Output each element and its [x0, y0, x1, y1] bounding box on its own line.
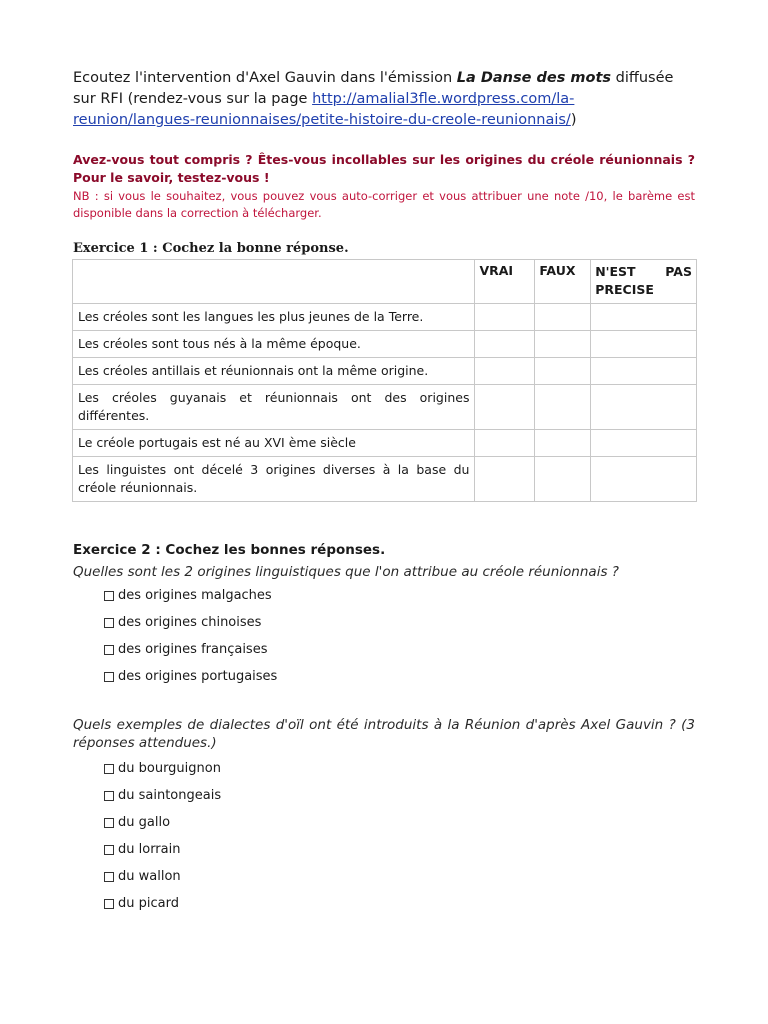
intro-text-1: Ecoutez l'intervention d'Axel Gauvin dans l'émission — [73, 70, 457, 86]
exercise2-title: Exercice 2 : Cochez les bonnes réponses. — [73, 542, 386, 558]
answer-cell-faux[interactable] — [535, 304, 591, 331]
exercise1-table — [72, 259, 697, 502]
answer-cell-vrai[interactable] — [475, 331, 535, 358]
answer-cell-faux[interactable] — [535, 358, 591, 385]
answer-cell-faux[interactable] — [535, 457, 591, 502]
checkbox-option[interactable] — [104, 788, 221, 803]
option-label: des origines portugaises — [118, 669, 278, 684]
table-row — [73, 457, 697, 502]
show-title: La Danse des mots — [456, 70, 612, 86]
checkbox-option[interactable] — [104, 869, 181, 884]
answer-cell-nep[interactable] — [591, 358, 697, 385]
exercise1-title: Exercice 1 : Cochez la bonne réponse. — [73, 241, 349, 256]
intro-text-2: diffusée sur RFI (rendez-vous sur la page — [73, 70, 674, 107]
header-nep-word1: N'EST — [595, 264, 636, 279]
table-row — [73, 304, 697, 331]
question-1: Quelles sont les 2 origines linguistiques que l'on attribue au créole réunionnais ? — [73, 564, 619, 580]
checkbox-option[interactable] — [104, 588, 272, 603]
table-row — [73, 430, 697, 457]
checkbox-icon[interactable] — [104, 618, 114, 628]
question-2: Quels exemples de dialectes d'oïl ont été introduits à la Réunion d'après Axel Gauvin ? (3 réponses attendues.) — [73, 717, 695, 751]
answer-cell-faux[interactable] — [535, 430, 591, 457]
statement-cell: Les créoles antillais et réunionnais ont la même origine. — [73, 358, 475, 385]
answer-cell-faux[interactable] — [535, 331, 591, 358]
header-vrai: VRAI — [475, 260, 535, 304]
statement-cell: Le créole portugais est né au XVI ème siècle — [73, 430, 475, 457]
option-label: du bourguignon — [118, 761, 221, 776]
option-label: du gallo — [118, 815, 171, 830]
answer-cell-vrai[interactable] — [475, 358, 535, 385]
answer-cell-nep[interactable] — [591, 304, 697, 331]
intro-text-3: ) — [570, 112, 577, 128]
checkbox-option[interactable] — [104, 896, 179, 911]
nb-note: NB : si vous le souhaitez, vous pouvez vous auto-corriger et vous attribuer une note /10, le barème est disponible dans la correction à télécharger. — [73, 189, 695, 220]
statement-cell: Les créoles guyanais et réunionnais ont des origines différentes. — [73, 385, 475, 430]
answer-cell-nep[interactable] — [591, 331, 697, 358]
checkbox-icon[interactable] — [104, 764, 114, 774]
answer-cell-nep[interactable] — [591, 457, 697, 502]
answer-cell-vrai[interactable] — [475, 430, 535, 457]
header-nest-pas-precise — [591, 260, 697, 304]
header-statement — [73, 260, 475, 304]
header-nep-word2: PAS — [665, 264, 692, 279]
checkbox-icon[interactable] — [104, 818, 114, 828]
answer-cell-nep[interactable] — [591, 385, 697, 430]
source-link[interactable]: http://amalial3fle.wordpress.com/la-reunion/langues-reunionnaises/petite-histoire-du-creole-reunionnais/ — [73, 91, 575, 128]
option-label: des origines françaises — [118, 642, 268, 657]
option-label: des origines malgaches — [118, 588, 272, 603]
quiz-prompt: Avez-vous tout compris ? Êtes-vous incollables sur les origines du créole réunionnais ? Pour le savoir, testez-vous ! — [73, 152, 695, 185]
checkbox-icon[interactable] — [104, 899, 114, 909]
checkbox-option[interactable] — [104, 615, 261, 630]
statement-cell: Les créoles sont les langues les plus jeunes de la Terre. — [73, 304, 475, 331]
checkbox-icon[interactable] — [104, 845, 114, 855]
answer-cell-vrai[interactable] — [475, 457, 535, 502]
checkbox-icon[interactable] — [104, 791, 114, 801]
option-label: du picard — [118, 896, 179, 911]
header-faux: FAUX — [535, 260, 591, 304]
table-row — [73, 331, 697, 358]
checkbox-option[interactable] — [104, 815, 170, 830]
option-label: du saintongeais — [118, 788, 222, 803]
checkbox-option[interactable] — [104, 642, 267, 657]
option-label: des origines chinoises — [118, 615, 262, 630]
answer-cell-nep[interactable] — [591, 430, 697, 457]
checkbox-icon[interactable] — [104, 591, 114, 601]
table-row — [73, 358, 697, 385]
statement-cell: Les créoles sont tous nés à la même époque. — [73, 331, 475, 358]
header-nep-word3: PRECISE — [595, 282, 654, 297]
answer-cell-vrai[interactable] — [475, 304, 535, 331]
option-label: du wallon — [118, 869, 181, 884]
answer-cell-vrai[interactable] — [475, 385, 535, 430]
checkbox-option[interactable] — [104, 761, 221, 776]
statement-cell: Les linguistes ont décelé 3 origines diverses à la base du créole réunionnais. — [73, 457, 475, 502]
checkbox-icon[interactable] — [104, 672, 114, 682]
option-label: du lorrain — [118, 842, 181, 857]
intro-paragraph — [73, 68, 695, 131]
table-header-row — [73, 260, 697, 304]
checkbox-option[interactable] — [104, 669, 277, 684]
checkbox-icon[interactable] — [104, 645, 114, 655]
answer-cell-faux[interactable] — [535, 385, 591, 430]
table-row — [73, 385, 697, 430]
checkbox-option[interactable] — [104, 842, 180, 857]
checkbox-icon[interactable] — [104, 872, 114, 882]
